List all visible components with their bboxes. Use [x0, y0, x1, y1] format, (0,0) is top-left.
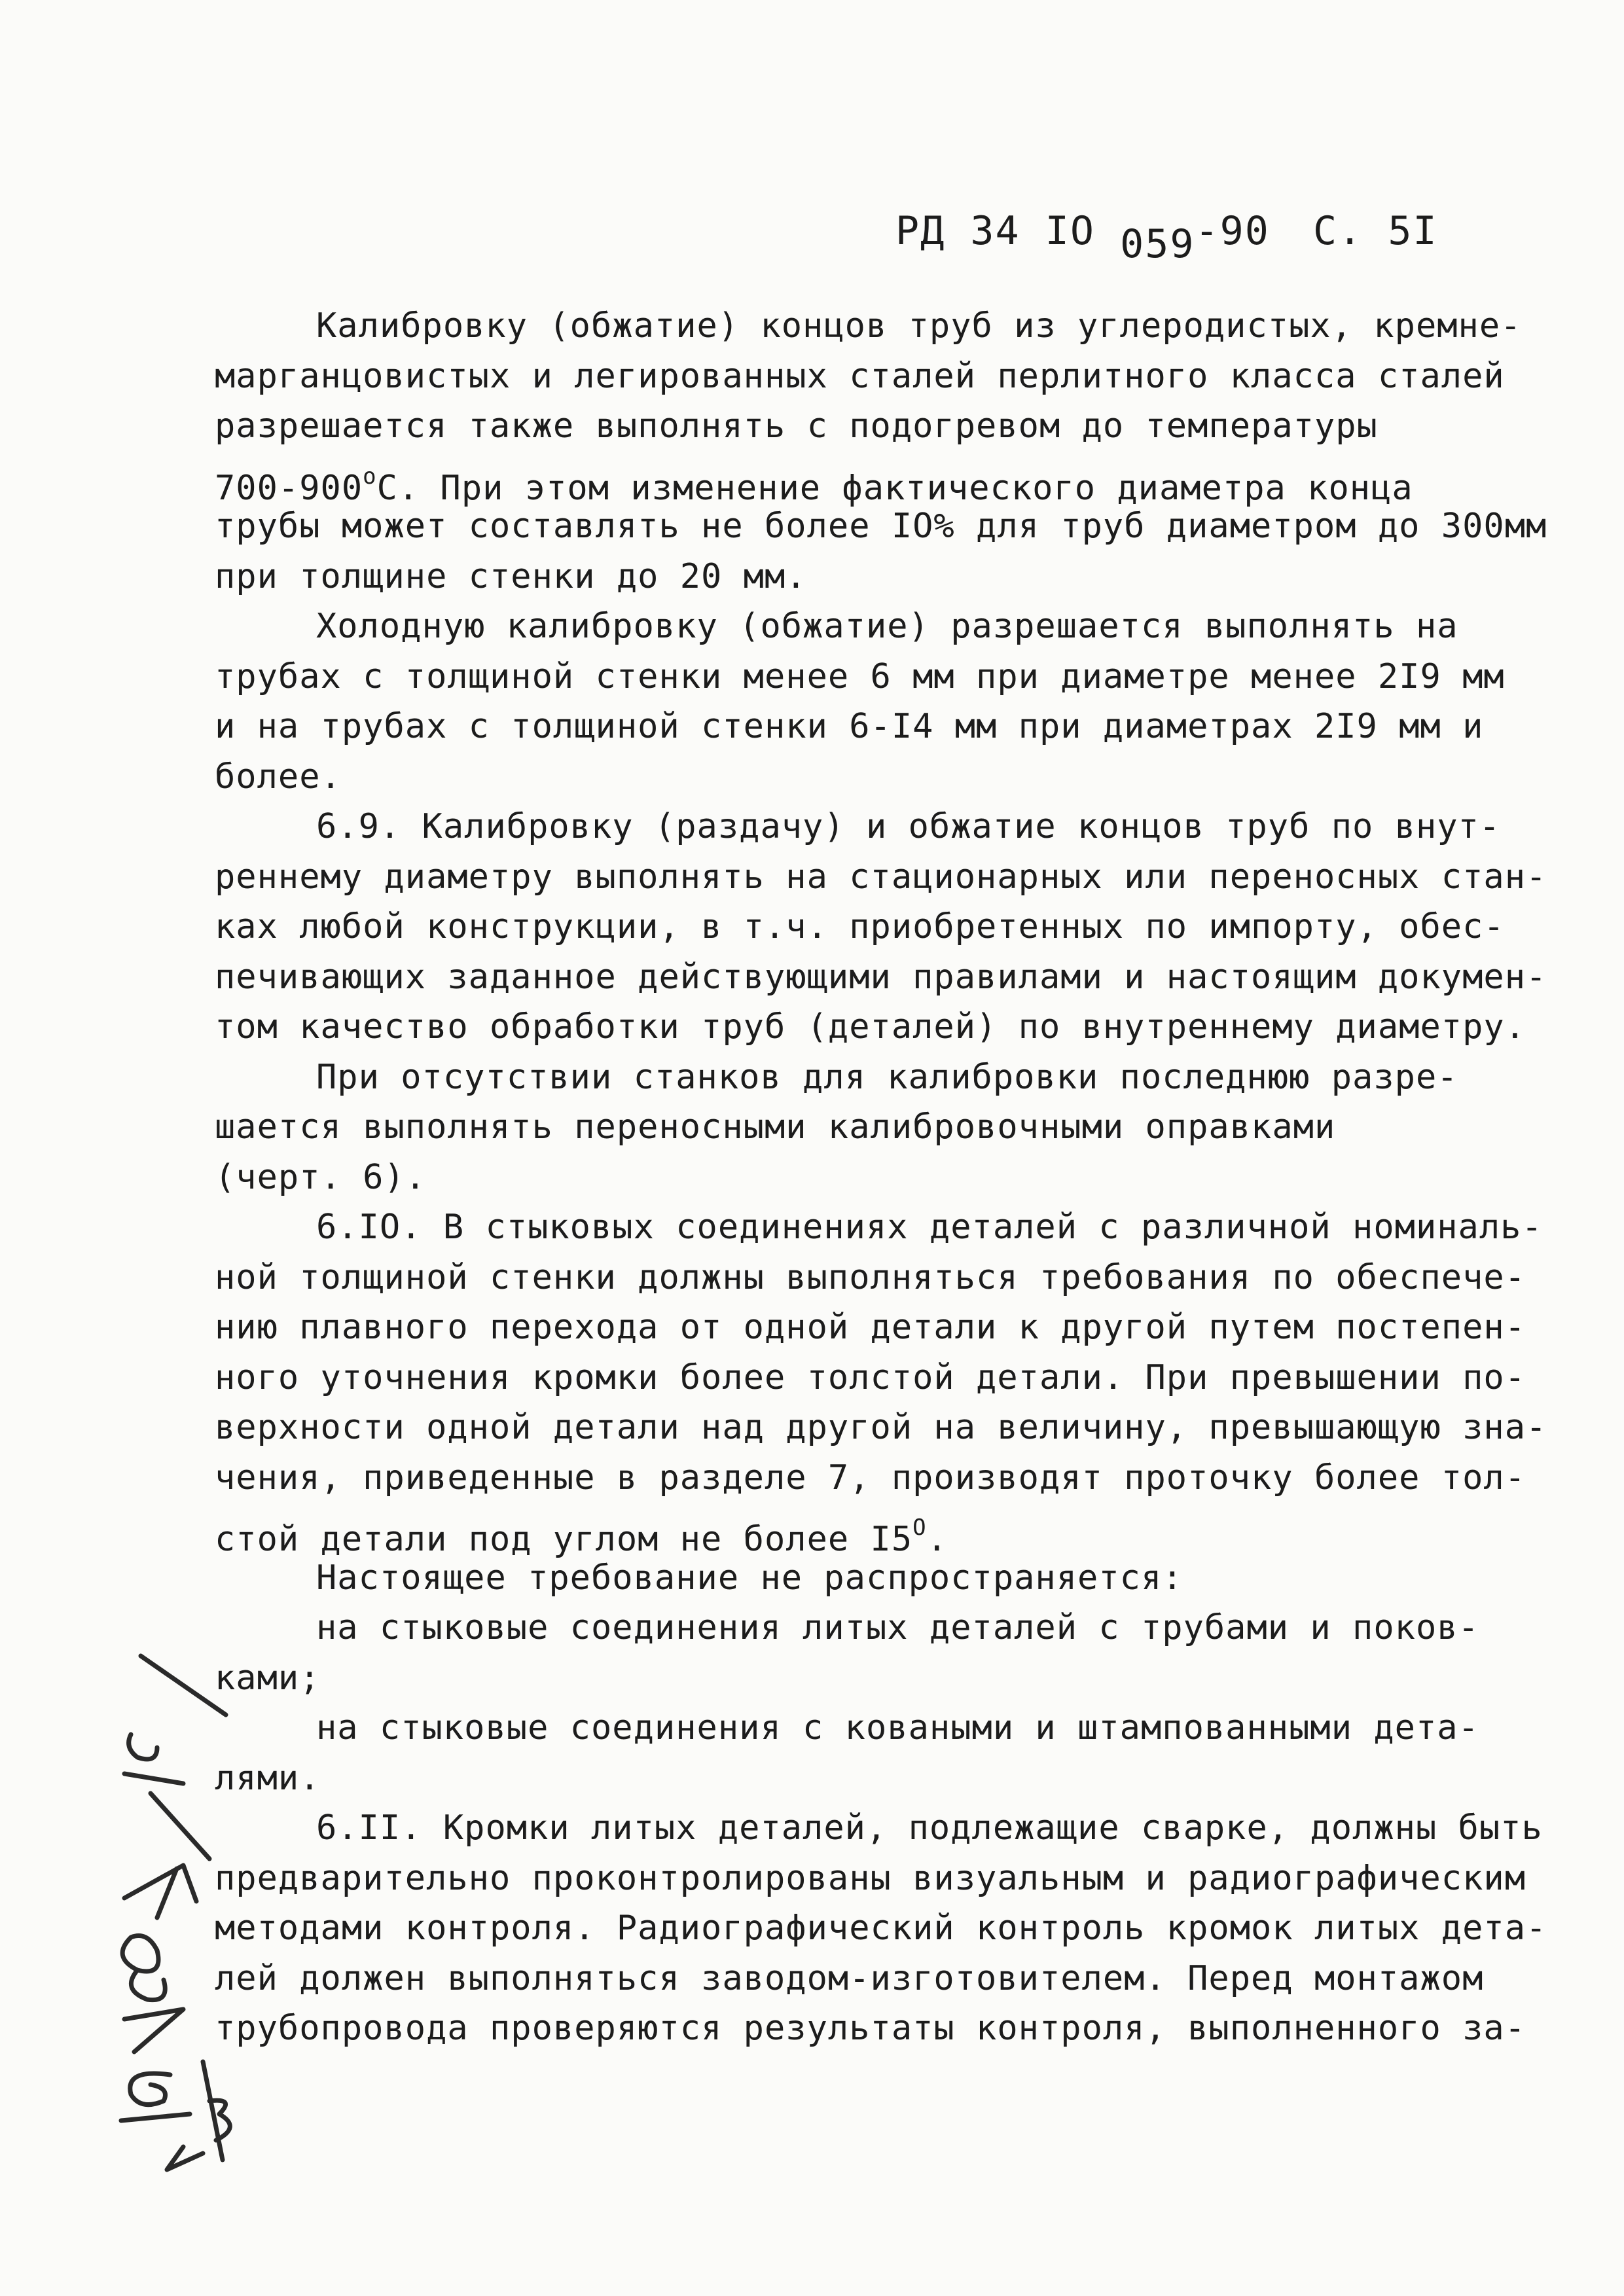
- paragraph-line: на стыковые соединения литых деталей с трубами и поков-: [316, 1608, 1479, 1647]
- page-header: [895, 208, 1438, 267]
- paragraph-line: ного уточнения кромки более толстой детали. При превышении по-: [215, 1357, 1526, 1397]
- paragraph-line: шается выполнять переносными калибровочными оправками: [215, 1107, 1336, 1147]
- handwritten-inventory-note: [85, 1643, 242, 2173]
- paragraph-line: предварительно проконтролированы визуальным и радиографическим: [215, 1858, 1526, 1898]
- paragraph-line: лей должен выполняться заводом-изготовителем. Перед монтажом: [215, 1958, 1484, 1998]
- paragraph-line: [215, 1503, 1491, 1559]
- paragraph-line: (черт. 6).: [215, 1157, 427, 1197]
- paragraph-line: при толщине стенки до 20 мм.: [215, 556, 807, 596]
- line-text: С. При этом изменение фактического диаметра конца: [376, 468, 1413, 508]
- doc-code-number: 059: [1120, 221, 1195, 267]
- paragraph-line: на стыковые соединения с коваными и штампованными дета-: [316, 1708, 1479, 1748]
- document-body: [215, 301, 1547, 2054]
- paragraph-line: 6.IO. В стыковых соединениях деталей с различной номиналь-: [316, 1208, 1543, 1247]
- paragraph-line: печивающих заданное действующими правилами и настоящим докумен-: [215, 957, 1547, 997]
- paragraph-line: том качество обработки труб (деталей) по внутреннему диаметру.: [215, 1007, 1526, 1047]
- paragraph-line: ках любой конструкции, в т.ч. приобретенных по импорту, обес-: [215, 907, 1505, 946]
- paragraph-line: Настоящее требование не распространяется:: [316, 1558, 1183, 1598]
- paragraph-line: нию плавного перехода от одной детали к другой путем постепен-: [215, 1308, 1526, 1347]
- paragraph-line: лями.: [215, 1758, 321, 1798]
- line-text: стой детали под углом не более I5: [215, 1520, 913, 1559]
- page-number: С. 5I: [1312, 208, 1438, 254]
- paragraph-line: разрешается также выполнять с подогревом до температуры: [215, 406, 1378, 446]
- paragraph-line: методами контроля. Радиографический контроль кромок литых дета-: [215, 1909, 1547, 1948]
- paragraph-line: более.: [215, 757, 342, 797]
- paragraph-line: марганцовистых и легированных сталей перлитного класса сталей: [215, 356, 1505, 396]
- paragraph-line: трубы может составлять не более IO% для труб диаметром до 300мм: [215, 507, 1547, 546]
- paragraph-line: чения, приведенные в разделе 7, производят проточку более тол-: [215, 1458, 1526, 1498]
- paragraph-line: При отсутствии станков для калибровки последнюю разре-: [316, 1057, 1458, 1097]
- paragraph-line: трубопровода проверяются результаты контроля, выполненного за-: [215, 2009, 1526, 2048]
- paragraph-line: ками;: [215, 1658, 321, 1698]
- paragraph-line: реннему диаметру выполнять на стационарных или переносных стан-: [215, 857, 1547, 897]
- paragraph-line: [215, 452, 1491, 508]
- paragraph-line: ной толщиной стенки должны выполняться требования по обеспече-: [215, 1257, 1526, 1297]
- degree-sign: О: [912, 1515, 927, 1541]
- paragraph-line: верхности одной детали над другой на величину, превышающую зна-: [215, 1408, 1547, 1447]
- line-text: .: [926, 1520, 948, 1559]
- paragraph-line: 6.II. Кромки литых деталей, подлежащие сварке, должны быть: [316, 1808, 1543, 1848]
- degree-sign: о: [363, 463, 377, 490]
- paragraph-line: и на трубах с толщиной стенки 6-I4 мм при диаметрах 2I9 мм и: [215, 707, 1484, 746]
- paragraph-line: Холодную калибровку (обжатие) разрешается выполнять на: [316, 607, 1458, 646]
- paragraph-line: Калибровку (обжатие) концов труб из углеродистых, кремне-: [316, 306, 1522, 346]
- paragraph-line: 6.9. Калибровку (раздачу) и обжатие концов труб по внут-: [316, 807, 1501, 846]
- paragraph-line: трубах с толщиной стенки менее 6 мм при диаметре менее 2I9 мм: [215, 656, 1505, 696]
- line-text: 700-900: [215, 468, 363, 508]
- doc-code-year: -90: [1195, 208, 1270, 254]
- doc-code: РД 34 IO: [895, 208, 1095, 254]
